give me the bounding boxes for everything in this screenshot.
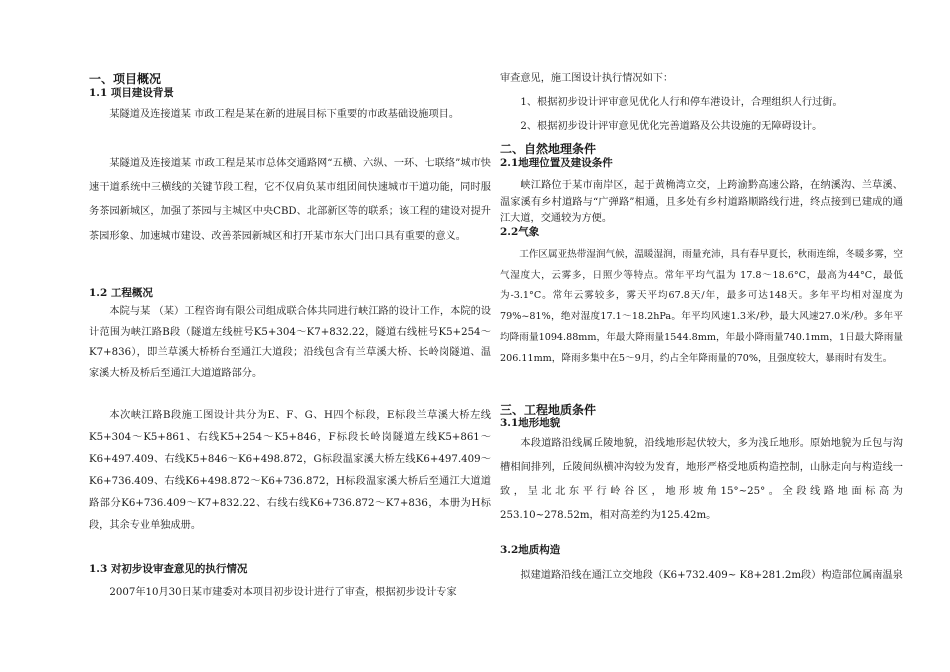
paragraph-location: 峡江路位于某市南岸区，起于黄桷湾立交，上跨渝黔高速公路，在纳溪沟、兰草溪、温家溪有乡村道路与“广弹路”相通，且多处有乡村道路顺路线行进，终点接到已建成的通江大道，交通较为方便。	[500, 180, 903, 224]
paragraph-structure: 拟建道路沿线在通江立交地段（K6+732.409~ K8+281.2m段）构造部位属南温泉	[520, 570, 903, 581]
subsection-heading-landform: 3.1地形地貌	[500, 417, 561, 429]
paragraph-landform: 本段道路沿线属丘陵地貌，沿线地形起伏较大，多为浅丘地形。原始地貌为丘包与沟槽相间排列，丘陵间纵横冲沟较为发育，地形严格受地质构造控制，山脉走向与构造线一致，呈北北东平行岭谷区，地形坡角15°~25°。全段线路地面标高为253.10~278.52m，相对高差约为125.42m。	[500, 438, 903, 521]
paragraph-climate: 工作区属亚热带湿润气候，温暖湿润，雨量充沛，具有春早夏长，秋雨连绵，冬暖多雾，空气湿度大，云雾多，日照少等特点。常年平均气温为 17.8～18.6°C，最高为44°C，最低为-3.1°C。常年云雾较多，雾天平均67.8天/年，最多可达148天。多年平均相对湿度为79%~81%，绝对湿度17.1～18.2hPa。年平均风速1.3米/秒，最大风速27.0米/秒。多年平均降雨量1094.88mm，年最大降雨量1544.8mm，年最小降雨量740.1mm，1日最大降雨量206.11mm，降雨多集中在5～9月，约占全年降雨量的70%，且强度较大，暴雨时有发生。	[500, 249, 903, 364]
subsection-heading-engineering: 1.2 工程概况	[89, 287, 153, 299]
paragraph-background-2: 某隧道及连接道某 市政工程是某市总体交通路网“五横、六纵、一环、七联络”城市快速干道系统中三横线的关键节段工程，它不仅肩负某市组团间快速城市干道功能，同时服务茶园新城区，加强了茶园与主城区中央CBD、北部新区等的联系；该工程的建设对提升茶园形象、加速城市建设、改善茶园新城区和打开某市东大门出口具有重要的意义。	[89, 158, 491, 242]
paragraph-engineering-2: 本次峡江路B段施工图设计共分为E、F、G、H四个标段，E标段兰草溪大桥左线K5+304～K5+861、右线K5+254～K5+846，F标段长岭岗隧道左线K5+861～K6+497.409、右线K5+846～K6+498.872，G标段温家溪大桥左线K6+497.409～K6+736.409、右线K6+498.872～K6+736.872，H标段温家溪大桥后至通江大道道路部分K6+736.409～K7+832.22、右线右线K6+736.872～K7+836，本册为H标段，其余专业单独成册。	[89, 410, 491, 531]
paragraph-background-1: 某隧道及连接道某 市政工程是某在新的进展目标下重要的市政基础设施项目。	[109, 109, 460, 120]
subsection-heading-structure: 3.2地质构造	[500, 544, 561, 556]
paragraph-review-continued: 审查意见，施工图设计执行情况如下：	[500, 73, 674, 84]
subsection-heading-background: 1.1 项目建设背景	[89, 87, 174, 99]
review-item-1: 1、根据初步设计评审意见优化人行和停车港设计，合理组织人行过街。	[520, 97, 843, 108]
paragraph-engineering-1: 本院与某 （某）工程咨询有限公司组成联合体共同进行峡江路的设计工作，本院的设计范围为峡江路B段（隧道左线桩号K5+304～K7+832.22，隧道右线桩号K5+254～K7+836），即兰草溪大桥桥台至通江大道段；沿线包含有兰草溪大桥、长岭岗隧道、温家溪大桥及桥后至通江大道道路部分。	[89, 306, 491, 379]
subsection-heading-location: 2.1地理位置及建设条件	[500, 157, 613, 169]
paragraph-review: 2007年10月30日某市建委对本项目初步设计进行了审查，根据初步设计专家	[109, 587, 457, 598]
subsection-heading-climate: 2.2气象	[500, 226, 540, 238]
section-heading-nature: 二、自然地理条件	[500, 142, 597, 156]
subsection-heading-review: 1.3 对初步设审查意见的执行情况	[89, 563, 248, 575]
review-item-2: 2、根据初步设计评审意见优化完善道路及公共设施的无障碍设计。	[520, 121, 823, 132]
section-heading-overview: 一、项目概况	[89, 72, 162, 86]
section-heading-geology: 三、工程地质条件	[500, 403, 597, 417]
